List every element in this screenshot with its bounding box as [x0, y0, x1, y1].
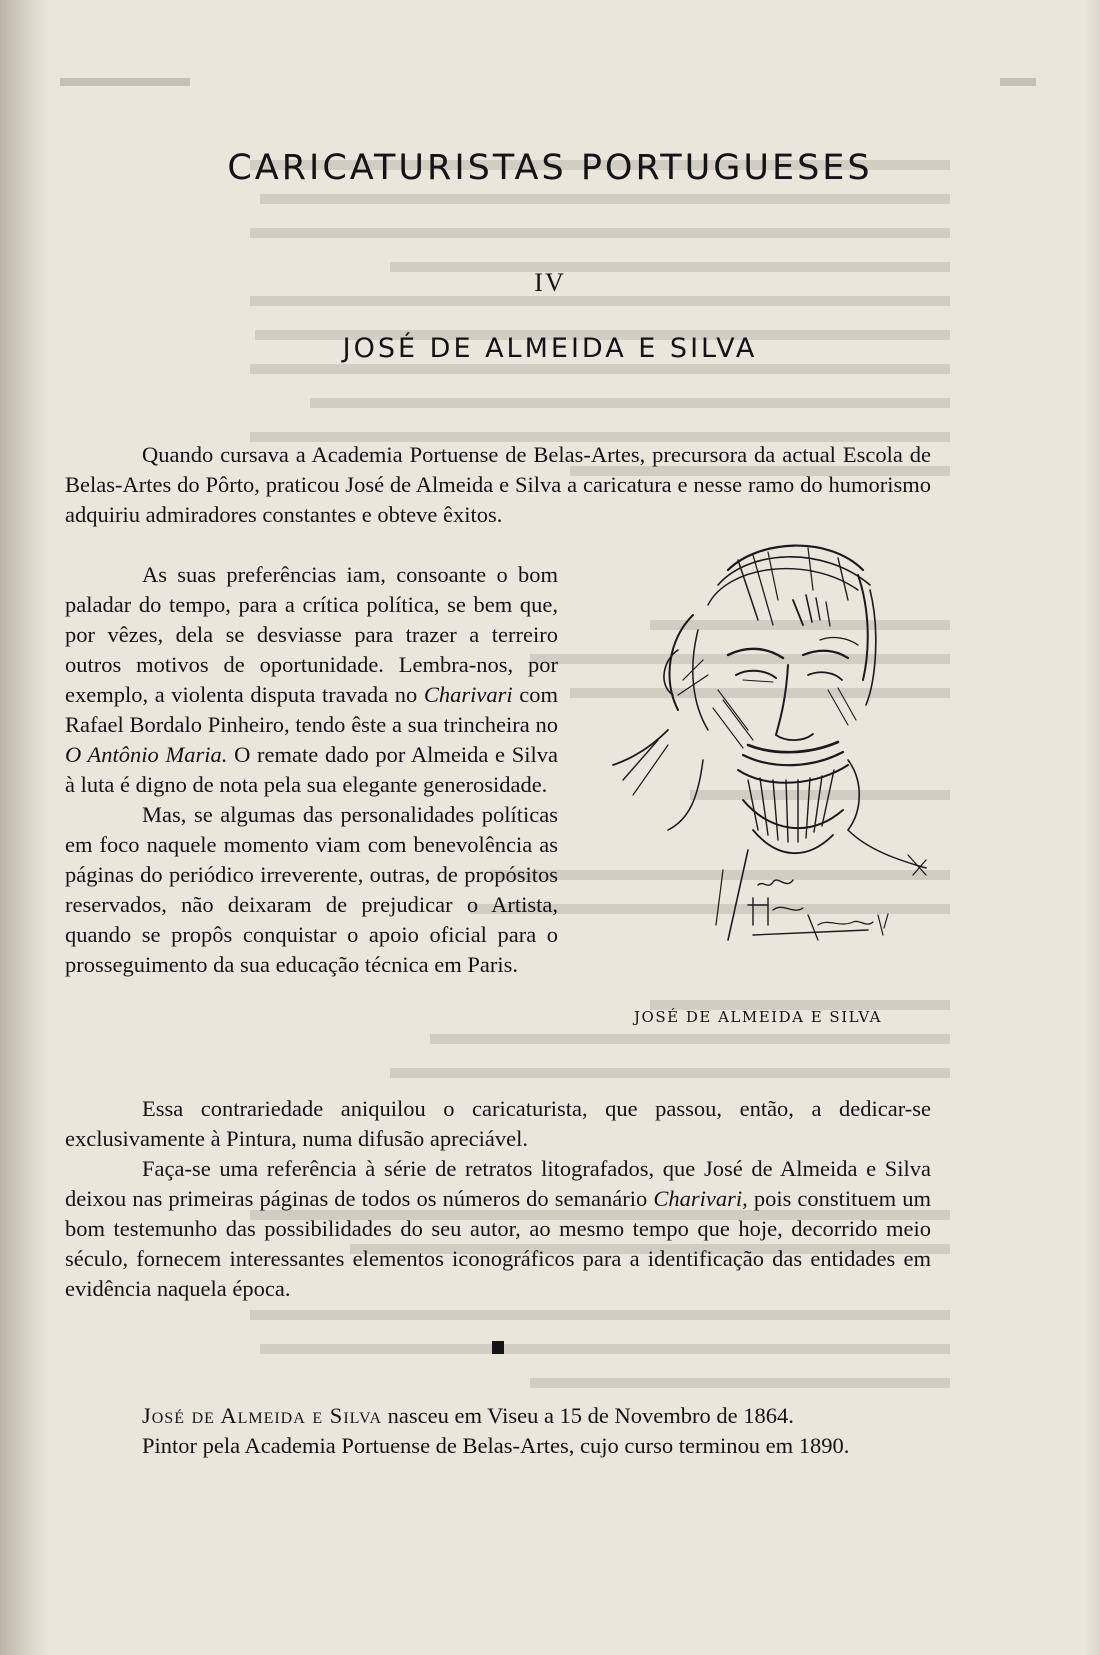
binding-shadow: [0, 0, 48, 1655]
running-head-faded: [60, 72, 1040, 92]
portrait-sketch-icon: [608, 530, 938, 985]
narrow-column-text: [65, 560, 558, 980]
text-run: Faça-se uma referência à série de retratos litografados, que José de Almeida e Silva deixou nas primeiras páginas de todos os números do semanário: [65, 1156, 931, 1211]
paragraph: Mas, se algumas das personalidades políticas em foco naquele momento viam com benevolência as páginas do periódico irreverente, outras, de propósitos reservados, não deixaram de prejudicar o Artista, quando se propôs conquistar o apoio oficial para o prosseguimento da sua educação técnica em Paris.: [65, 802, 558, 977]
bio-name: José de Almeida e Silva: [142, 1403, 382, 1428]
text-run: As suas preferências iam, consoante o bom paladar do tempo, para a crítica política, se bem que, por vêzes, dela se desviasse para trazer a terreiro outros motivos de oportunidade. Lembra-nos, por exemplo, a violenta disputa travada no: [65, 562, 558, 707]
italic-title: Charivari: [423, 682, 513, 707]
paragraph: [65, 1154, 931, 1304]
text-run: nasceu em Viseu a 15 de Novembro de 1864.: [382, 1403, 794, 1428]
paragraph: [65, 560, 558, 800]
running-head-right-mark: [1000, 72, 1040, 92]
italic-title: Charivari,: [653, 1186, 748, 1211]
italic-title: O Antônio Maria.: [65, 742, 228, 767]
article-title: CARICATURISTAS PORTUGUESES: [227, 148, 873, 188]
article-subtitle: JOSÉ DE ALMEIDA E SILVA: [342, 333, 758, 364]
biography-text: [65, 1401, 931, 1461]
text-run: pois constituem um bom testemunho das possibilidades do seu autor, ao mesmo tempo que hoje, decorrido meio século, fornecem interessantes elementos iconográficos para a identificação das entidades em evidência naquela época.: [65, 1186, 931, 1301]
text-run: com Rafael Bordalo Pinheiro, tendo êste a sua trincheira no: [65, 682, 558, 737]
running-head-left-mark: [60, 72, 200, 92]
section-separator-square: [492, 1341, 504, 1354]
page-edge: [1086, 0, 1100, 1655]
text-run: O remate dado por Almeida e Silva à luta é digno de nota pela sua elegante generosidade.: [65, 742, 559, 797]
paragraph: Essa contrariedade aniquilou o caricaturista, que passou, então, a dedicar-se exclusivamente à Pintura, numa difusão apreciável.: [65, 1096, 931, 1151]
figure-caption: JOSÉ DE ALMEIDA E SILVA: [634, 1008, 882, 1026]
paragraph: [65, 1401, 931, 1431]
section-number: IV: [534, 268, 566, 297]
closing-text: [65, 1094, 931, 1304]
intro-text: [65, 440, 931, 530]
paragraph: Quando cursava a Academia Portuense de Belas-Artes, precursora da actual Escola de Belas-Artes do Pôrto, praticou José de Almeida e Silva a caricatura e nesse ramo do humorismo adquiriu admiradores constantes e obteve êxitos.: [65, 442, 931, 527]
paragraph: Pintor pela Academia Portuense de Belas-Artes, cujo curso terminou em 1890.: [142, 1433, 850, 1458]
